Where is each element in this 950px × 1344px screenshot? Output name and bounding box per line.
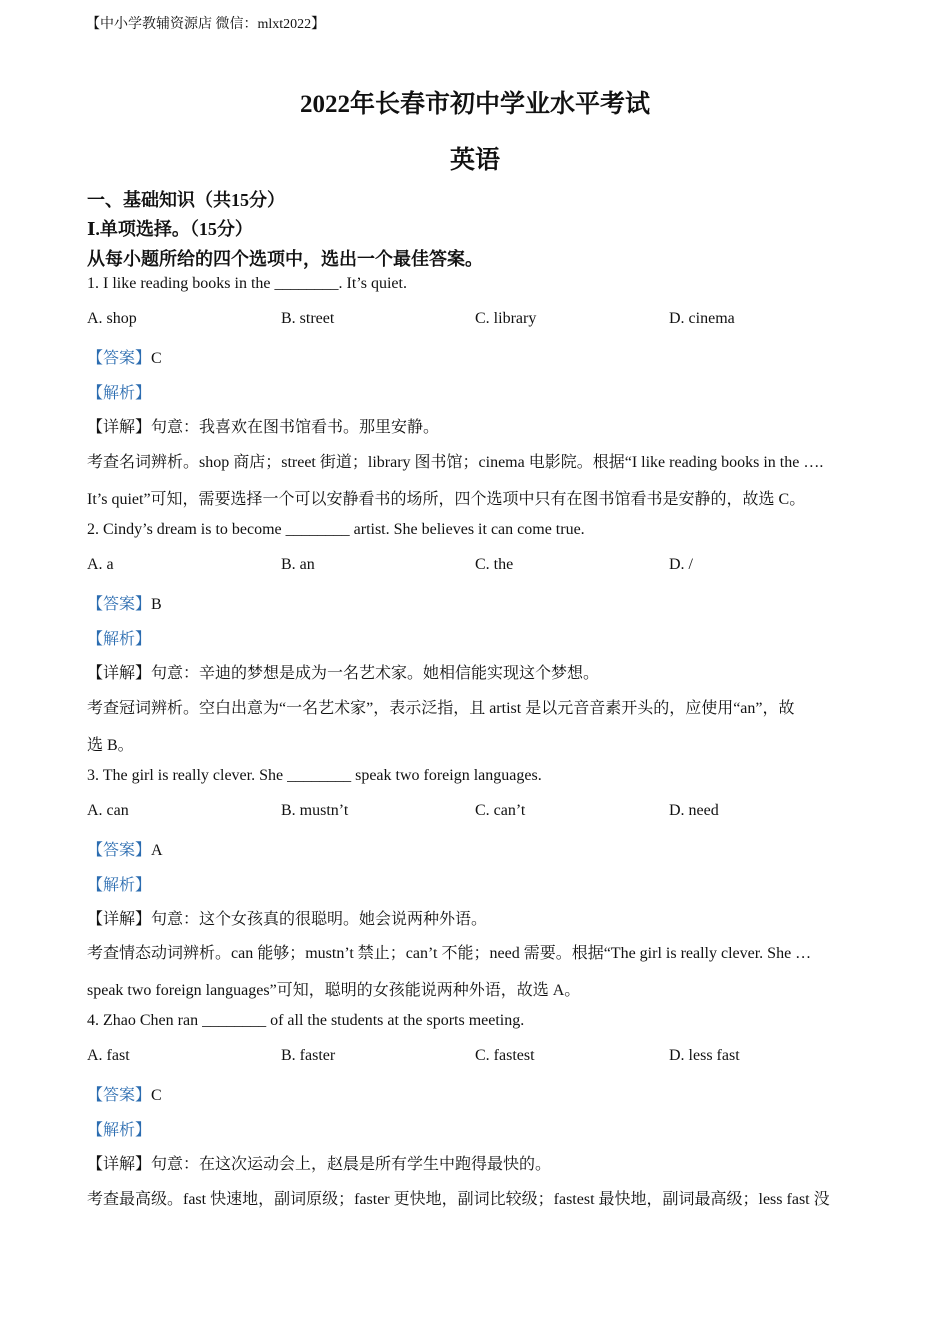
- answer-value: C: [151, 1087, 162, 1104]
- option-d: D. cinema: [669, 310, 735, 327]
- option-a: A. can: [87, 802, 129, 819]
- answer-value: A: [151, 842, 163, 859]
- part-heading: Ⅰ.单项选择。（15分）: [87, 219, 253, 239]
- option-d: D. need: [669, 802, 719, 819]
- detail-line: 【详解】句意：这个女孩真的很聪明。她会说两种外语。: [87, 911, 488, 928]
- answer-tag: 【答案】: [87, 1087, 152, 1104]
- answer-tag: 【答案】: [87, 350, 152, 367]
- answer-tag: 【答案】: [87, 596, 152, 613]
- answer-line: [87, 837, 163, 860]
- explanation-line: 考查名词辨析。shop 商店；street 街道；library 图书馆；cinema 电影院。根据“I like reading books in the ….: [87, 454, 824, 471]
- instruction: 从每小题所给的四个选项中，选出一个最佳答案。: [87, 249, 483, 269]
- option-d: D. less fast: [669, 1047, 740, 1064]
- answer-line: [87, 591, 162, 614]
- detail-line: 【详解】句意：辛迪的梦想是成为一名艺术家。她相信能实现这个梦想。: [87, 665, 600, 682]
- answer-line: [87, 1082, 162, 1105]
- option-d: D. /: [669, 556, 693, 573]
- analysis-tag: 【解析】: [87, 385, 152, 402]
- answer-value: C: [151, 350, 162, 367]
- explanation-line: 选 B。: [87, 737, 134, 754]
- explanation-line: 考查情态动词辨析。can 能够；mustn’t 禁止；can’t 不能；need 需要。根据“The girl is really clever. She …: [87, 945, 812, 962]
- option-c: C. library: [475, 310, 537, 327]
- option-b: B. street: [281, 310, 335, 327]
- option-a: A. fast: [87, 1047, 130, 1064]
- question-stem: 4. Zhao Chen ran ________ of all the students at the sports meeting.: [87, 1012, 525, 1029]
- analysis-tag: 【解析】: [87, 877, 152, 894]
- analysis-tag: 【解析】: [87, 1122, 152, 1139]
- explanation-line: It’s quiet”可知，需要选择一个可以安静看书的场所，四个选项中只有在图书馆看书是安静的，故选 C。: [87, 491, 806, 508]
- explanation-line: 考查最高级。fast 快速地，副词原级；faster 更快地，副词比较级；fastest 最快地，副词最高级；less fast 没: [87, 1191, 830, 1208]
- question-stem: 3. The girl is really clever. She ________ speak two foreign languages.: [87, 767, 542, 784]
- answer-line: [87, 345, 162, 368]
- analysis-tag: 【解析】: [87, 631, 152, 648]
- option-a: A. a: [87, 556, 114, 573]
- question-stem: 2. Cindy’s dream is to become ________ artist. She believes it can come true.: [87, 521, 585, 538]
- subject-title: 英语: [449, 147, 500, 174]
- option-c: C. fastest: [475, 1047, 535, 1064]
- header-note: 【中小学教辅资源店 微信：mlxt2022】: [86, 17, 326, 32]
- explanation-line: 考查冠词辨析。空白出意为“一名艺术家”，表示泛指，且 artist 是以元音音素开头的，应使用“an”，故: [87, 700, 795, 717]
- section-heading: 一、基础知识（共15分）: [87, 190, 285, 210]
- answer-value: B: [151, 596, 162, 613]
- option-c: C. the: [475, 556, 514, 573]
- option-b: B. an: [281, 556, 315, 573]
- detail-line: 【详解】句意：我喜欢在图书馆看书。那里安静。: [87, 419, 440, 436]
- exam-title: 2022年长春市初中学业水平考试: [299, 91, 650, 118]
- explanation-line: speak two foreign languages”可知，聪明的女孩能说两种外语，故选 A。: [87, 982, 581, 999]
- option-b: B. mustn’t: [281, 802, 349, 819]
- option-a: A. shop: [87, 310, 137, 327]
- option-b: B. faster: [281, 1047, 336, 1064]
- answer-tag: 【答案】: [87, 842, 152, 859]
- question-stem: 1. I like reading books in the ________. It’s quiet.: [87, 275, 407, 292]
- detail-line: 【详解】句意：在这次运动会上，赵晨是所有学生中跑得最快的。: [87, 1156, 552, 1173]
- option-c: C. can’t: [475, 802, 526, 819]
